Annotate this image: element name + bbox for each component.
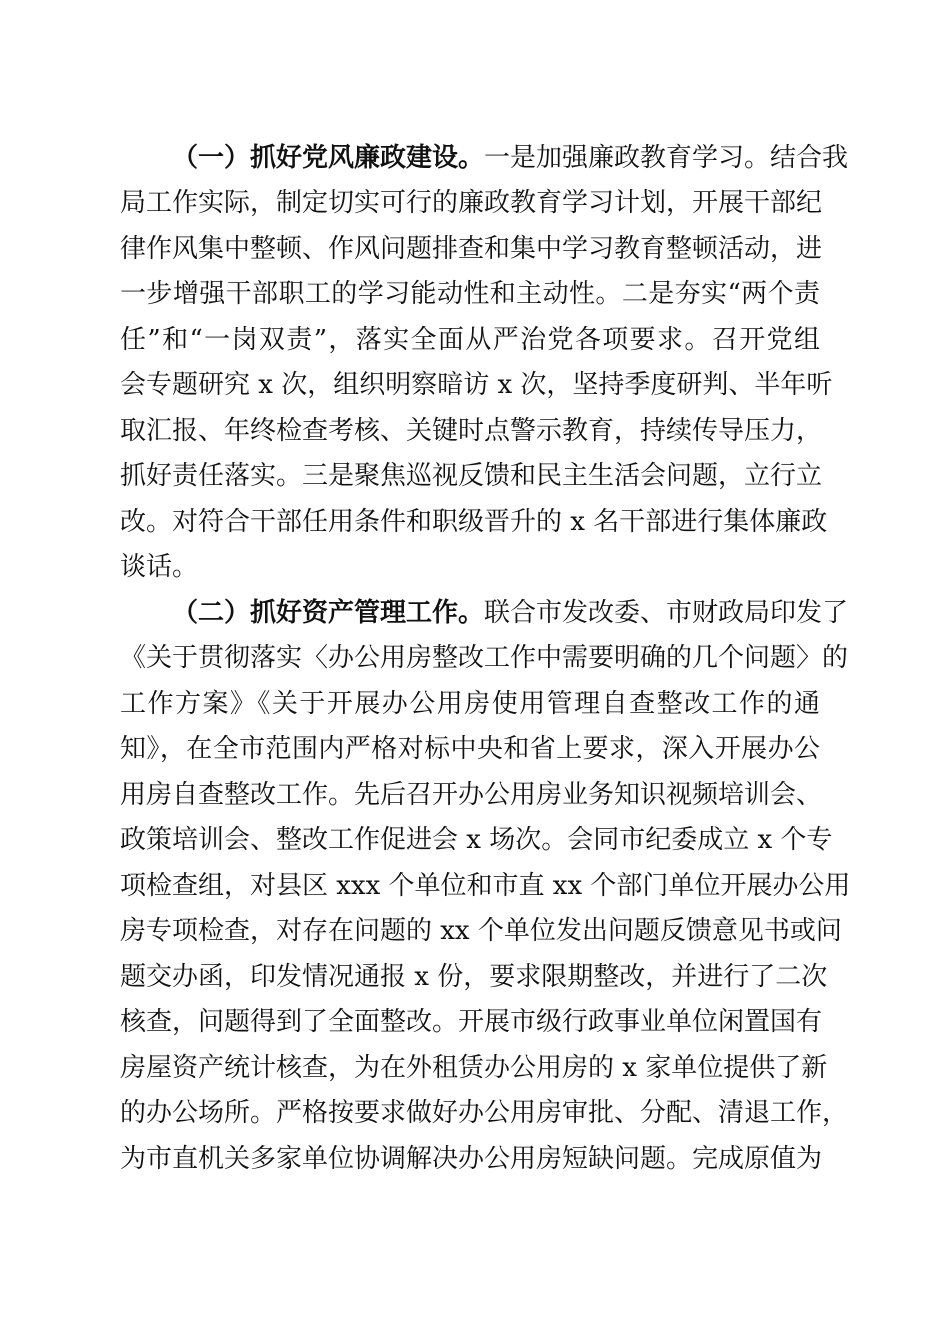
section-1-text: 一是加强廉政教育学习。结合我 bbox=[484, 143, 849, 173]
paragraph-2-line-1 bbox=[172, 595, 849, 631]
paragraph-2-line-13: 为市直机关多家单位协调解决办公用房短缺问题。完成原值为 bbox=[120, 1144, 823, 1174]
paragraph-1-line-6: 会专题研究 x 次，组织明察暗访 x 次，坚持季度研判、半年听 bbox=[120, 370, 833, 400]
paragraph-2-line-12: 的办公场所。严格按要求做好办公用房审批、分配、清退工作， bbox=[120, 1098, 849, 1128]
paragraph-2-line-8: 房专项检查，对存在问题的 xx 个单位发出问题反馈意见书或问 bbox=[120, 916, 842, 946]
paragraph-1-line-9: 改。对符合干部任用条件和职级晋升的 x 名干部进行集体廉政 bbox=[120, 507, 828, 537]
paragraph-1-line-1 bbox=[172, 140, 849, 176]
paragraph-1-line-5: 任”和“一岗双责”，落实全面从严治党各项要求。召开党组 bbox=[120, 325, 820, 355]
paragraph-1-line-10: 谈话。 bbox=[120, 552, 199, 582]
paragraph-2-line-4: 知》，在全市范围内严格对标中央和省上要求，深入开展办公 bbox=[120, 734, 820, 764]
section-1-heading: （一）抓好党风廉政建设。 bbox=[172, 143, 485, 173]
paragraph-1-line-4: 一步增强干部职工的学习能动性和主动性。二是夯实“两个责 bbox=[120, 279, 820, 309]
paragraph-2-line-11: 房屋资产统计核查，为在外租赁办公用房的 x 家单位提供了新 bbox=[120, 1053, 828, 1083]
paragraph-1-line-8: 抓好责任落实。三是聚焦巡视反馈和民主生活会问题，立行立 bbox=[120, 461, 823, 491]
paragraph-2-line-6: 政策培训会、整改工作促进会 x 场次。会同市纪委成立 x 个专 bbox=[120, 825, 833, 855]
paragraph-2-line-9: 题交办函，印发情况通报 x 份，要求限期整改，并进行了二次 bbox=[120, 962, 828, 992]
paragraph-2-line-3: 工作方案》《关于开展办公用房使用管理自查整改工作的通 bbox=[120, 689, 820, 719]
paragraph-1-line-3: 律作风集中整顿、作风问题排查和集中学习教育整顿活动，进 bbox=[120, 234, 823, 264]
paragraph-1-line-7: 取汇报、年终检查考核、关键时点警示教育，持续传导压力， bbox=[120, 416, 823, 446]
paragraph-1-line-2: 局工作实际，制定切实可行的廉政教育学习计划，开展干部纪 bbox=[120, 188, 823, 218]
section-2-text: 联合市发改委、市财政局印发了 bbox=[484, 598, 849, 628]
paragraph-2-line-2: 《关于贯彻落实〈办公用房整改工作中需要明确的几个问题〉的 bbox=[120, 643, 849, 673]
paragraph-2-line-5: 用房自查整改工作。先后召开办公用房业务知识视频培训会、 bbox=[120, 780, 823, 810]
paragraph-2-line-10: 核查，问题得到了全面整改。开展市级行政事业单位闲置国有 bbox=[120, 1007, 823, 1037]
paragraph-2-line-7: 项检查组，对县区 xxx 个单位和市直 xx 个部门单位开展办公用 bbox=[120, 871, 851, 901]
section-2-heading: （二）抓好资产管理工作。 bbox=[172, 598, 485, 628]
